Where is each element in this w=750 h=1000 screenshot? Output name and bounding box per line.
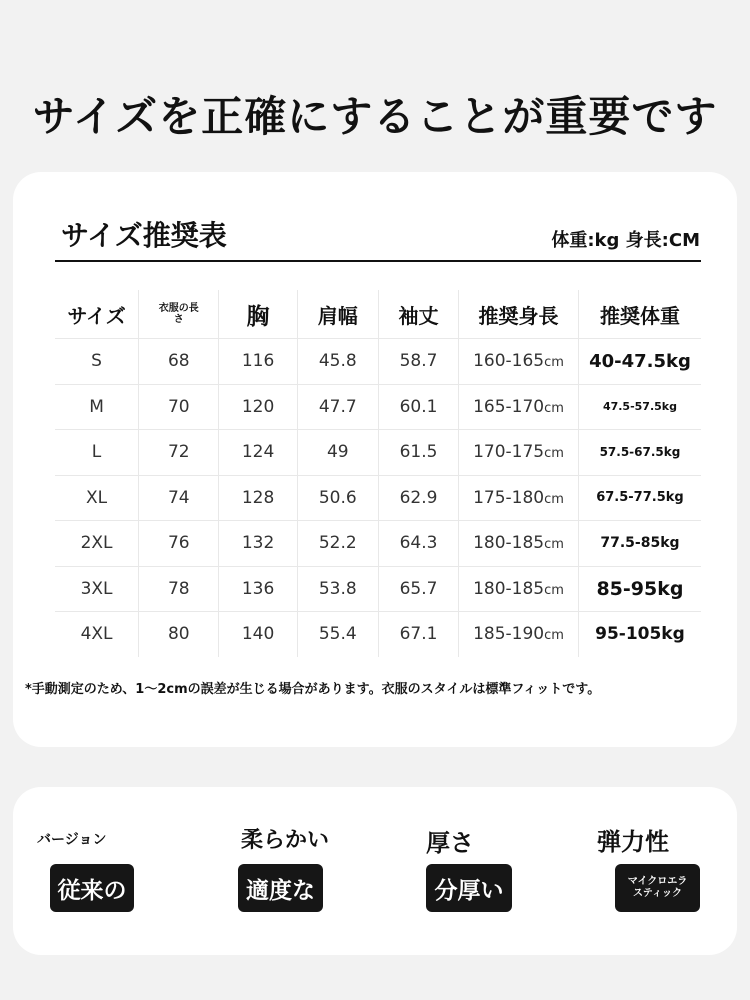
height-unit: cm bbox=[544, 446, 564, 462]
length-cell: 76 bbox=[139, 521, 219, 567]
weight-cell: 95-105kg bbox=[578, 612, 701, 657]
chest-cell: 140 bbox=[219, 612, 297, 657]
table-row bbox=[55, 475, 701, 521]
header-weight: 推奨体重 bbox=[599, 303, 680, 328]
table-row bbox=[55, 384, 701, 430]
sleeve-cell: 60.1 bbox=[378, 384, 458, 430]
table-row bbox=[55, 339, 701, 385]
height-cell bbox=[459, 430, 579, 476]
table-row bbox=[55, 566, 701, 612]
chest-cell: 116 bbox=[219, 339, 297, 385]
height-cell bbox=[459, 521, 579, 567]
shoulder-cell: 55.4 bbox=[297, 612, 378, 657]
height-value: 185-190 bbox=[473, 624, 545, 645]
title-divider bbox=[55, 260, 701, 262]
height-value: 180-185 bbox=[473, 578, 545, 599]
feature-label-elasticity: 弾力性 bbox=[597, 828, 669, 856]
weight-cell: 77.5-85kg bbox=[578, 521, 701, 567]
size-table bbox=[55, 290, 701, 657]
size-chart-title: サイズ推奨表 bbox=[61, 219, 227, 252]
height-unit: cm bbox=[544, 400, 564, 416]
sleeve-cell: 67.1 bbox=[378, 612, 458, 657]
feature-value-version: 従来の bbox=[50, 864, 134, 912]
height-value: 165-170 bbox=[473, 396, 545, 417]
height-cell bbox=[459, 475, 579, 521]
feature-value-thickness: 分厚い bbox=[426, 864, 512, 912]
height-cell bbox=[459, 384, 579, 430]
table-row bbox=[55, 612, 701, 657]
page-headline: サイズを正確にすることが重要です bbox=[32, 92, 718, 141]
size-cell: S bbox=[55, 339, 139, 385]
height-cell bbox=[459, 339, 579, 385]
length-cell: 70 bbox=[139, 384, 219, 430]
table-row bbox=[55, 430, 701, 476]
header-size: サイズ bbox=[55, 290, 139, 339]
height-unit: cm bbox=[544, 355, 564, 371]
shoulder-cell: 52.2 bbox=[297, 521, 378, 567]
header-shoulder: 肩幅 bbox=[297, 290, 378, 339]
feature-label-softness: 柔らかい bbox=[241, 828, 330, 853]
height-value: 170-175 bbox=[473, 442, 545, 463]
height-cell bbox=[459, 566, 579, 612]
length-cell: 80 bbox=[139, 612, 219, 657]
weight-cell: 57.5-67.5kg bbox=[578, 430, 701, 476]
shoulder-cell: 47.7 bbox=[297, 384, 378, 430]
size-cell: M bbox=[55, 384, 139, 430]
size-cell: L bbox=[55, 430, 139, 476]
size-cell: XL bbox=[55, 475, 139, 521]
chest-cell: 132 bbox=[219, 521, 297, 567]
size-cell: 4XL bbox=[55, 612, 139, 657]
header-length: 衣服の長さ bbox=[139, 290, 219, 339]
units-label: 体重:kg 身長:CM bbox=[551, 230, 700, 251]
chest-cell: 120 bbox=[219, 384, 297, 430]
length-cell: 68 bbox=[139, 339, 219, 385]
size-chart-card bbox=[13, 172, 737, 747]
feature-value-elasticity: マイクロエラスティック bbox=[615, 864, 700, 912]
chest-cell: 124 bbox=[219, 430, 297, 476]
feature-label-version: バージョン bbox=[37, 832, 107, 848]
shoulder-cell: 49 bbox=[297, 430, 378, 476]
sleeve-cell: 58.7 bbox=[378, 339, 458, 385]
height-unit: cm bbox=[544, 582, 564, 598]
sleeve-cell: 62.9 bbox=[378, 475, 458, 521]
header-height: 推奨身長 bbox=[459, 290, 579, 339]
measurement-note: *手動測定のため、1～2cmの誤差が生じる場合があります。衣服のスタイルは標準フィットです。 bbox=[25, 682, 601, 697]
table-header-row bbox=[55, 290, 701, 339]
feature-label-thickness: 厚さ bbox=[426, 829, 474, 857]
height-unit: cm bbox=[544, 537, 564, 553]
height-cell bbox=[459, 612, 579, 657]
chest-cell: 128 bbox=[219, 475, 297, 521]
features-card bbox=[13, 787, 737, 955]
length-cell: 78 bbox=[139, 566, 219, 612]
sleeve-cell: 64.3 bbox=[378, 521, 458, 567]
weight-cell: 67.5-77.5kg bbox=[578, 475, 701, 521]
height-unit: cm bbox=[544, 491, 564, 507]
length-cell: 72 bbox=[139, 430, 219, 476]
sleeve-cell: 61.5 bbox=[378, 430, 458, 476]
header-chest: 胸 bbox=[219, 290, 297, 339]
shoulder-cell: 50.6 bbox=[297, 475, 378, 521]
shoulder-cell: 45.8 bbox=[297, 339, 378, 385]
height-value: 160-165 bbox=[473, 351, 545, 372]
weight-cell: 85-95kg bbox=[578, 566, 701, 612]
height-value: 180-185 bbox=[473, 533, 545, 554]
sleeve-cell: 65.7 bbox=[378, 566, 458, 612]
size-cell: 2XL bbox=[55, 521, 139, 567]
feature-value-softness: 適度な bbox=[238, 864, 323, 912]
shoulder-cell: 53.8 bbox=[297, 566, 378, 612]
header-sleeve: 袖丈 bbox=[378, 290, 458, 339]
height-unit: cm bbox=[544, 628, 564, 644]
weight-cell: 47.5-57.5kg bbox=[578, 384, 701, 430]
height-value: 175-180 bbox=[473, 487, 545, 508]
weight-cell: 40-47.5kg bbox=[578, 339, 701, 385]
size-cell: 3XL bbox=[55, 566, 139, 612]
table-row bbox=[55, 521, 701, 567]
chest-cell: 136 bbox=[219, 566, 297, 612]
length-cell: 74 bbox=[139, 475, 219, 521]
